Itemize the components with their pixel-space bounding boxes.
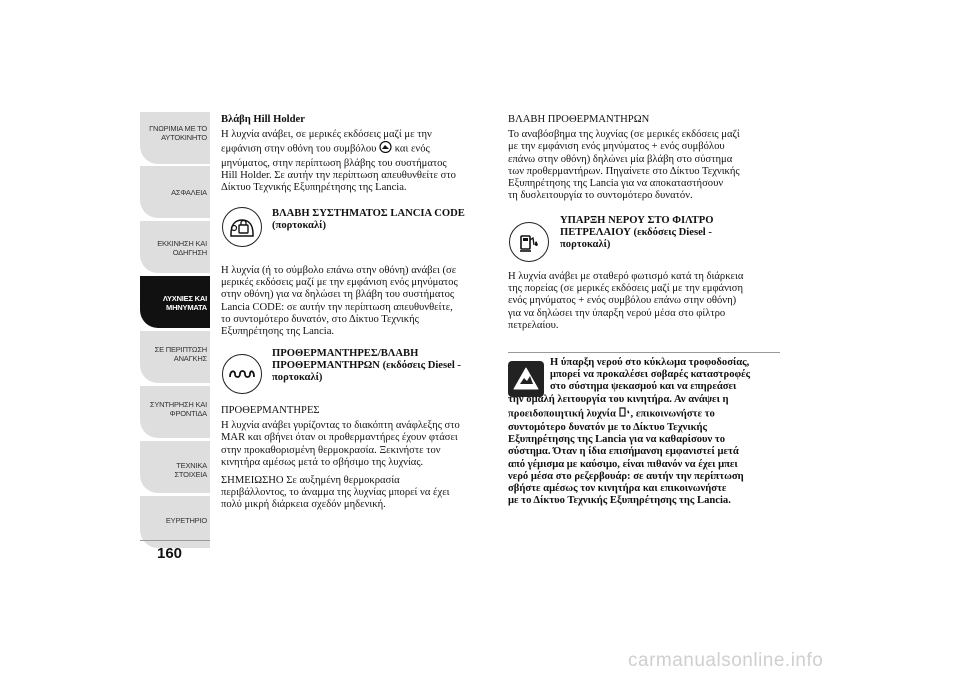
warning-line: συντομότερο δυνατόν με το Δίκτυο Τεχνικής [508, 422, 707, 434]
tab-safety[interactable] [140, 166, 210, 218]
left-column [221, 114, 496, 194]
hill-holder-text-1: Η λυχνία ανάβει, σε μερικές εκδόσεις μαζί με την [221, 129, 432, 141]
note-line: ΣΗΜΕΙΩΣΗΟ Σε αυξημένη θερμοκρασία [221, 475, 400, 487]
hill-holder-symbol-icon [379, 141, 392, 157]
glow-plug-heading: ΠΡΟΘΕΡΜΑΝΤΗΡΕΣ/ΒΛΑΒΗ ΠΡΟΘΕΡΜΑΝΤΗΡΩΝ (εκδόσεις Diesel - πορτοκαλί) [272, 348, 461, 384]
tab-label: ΤΕΧΝΙΚΑ ΣΤΟΙΧΕΙΑ [174, 461, 207, 479]
tab-label: ΑΥΤΟΚΙΝΗΤΟ [161, 133, 207, 142]
tab-label: ΜΗΝΥΜΑΤΑ [166, 303, 207, 312]
tab-lights-messages[interactable] [140, 276, 210, 328]
text-line: MAR και σβήνει όταν οι προθερμαντήρες έχουν φτάσει [221, 432, 458, 444]
warning-line: Εξυπηρέτησης της Lancia για να καθαρίσουν το [508, 434, 726, 446]
note-line: περιβάλλοντος, το άναμμα της λυχνίας μπορεί να έχει [221, 487, 450, 499]
text-line: πετρελαίου. [508, 319, 559, 331]
hill-holder-text-5: Δίκτυο Τεχνικής Εξυπηρέτησης της Lancia. [221, 182, 407, 194]
hill-holder-title: Βλάβη Hill Holder [221, 114, 305, 125]
tab-label: ΣΥΝΤΗΡΗΣΗ ΚΑΙ [149, 400, 207, 409]
hill-holder-text-4: Hill Holder. Σε αυτήν την περίπτωση απευθυνθείτε στο [221, 169, 456, 181]
hill-holder-text-3: μηνύματος, στην περίπτωση βλάβης του συστήματος [221, 157, 447, 169]
text-line: στην προκαθορισμένη θερμοκρασία. Ξεκινήστε τον [221, 444, 441, 456]
warning-line: σβήστε αμέσως τον κινητήρα και επικοινωνήστε [508, 483, 727, 495]
preheat-failure-title: ΒΛΑΒΗ ΠΡΟΘΕΡΜΑΝΤΗΡΩΝ [508, 114, 650, 125]
text-line: των προθερμαντήρων. Πηγαίνετε στο Δίκτυο Τεχνικής [508, 165, 740, 177]
tab-label: ΕΥΡΕΤΗΡΙΟ [165, 516, 207, 525]
lancia-code-warning-icon [222, 207, 262, 247]
lancia-code-heading: ΒΛΑΒΗ ΣΥΣΤΗΜΑΤΟΣ LANCIA CODE (πορτοκαλί) [272, 208, 465, 232]
note-line: πολύ μικρή διάρκεια σχεδόν μηδενική. [221, 499, 386, 511]
tab-label: ΑΣΦΑΛΕΙΑ [171, 188, 207, 197]
text-line: Το αναβόσβημα της λυχνίας (σε μερικές εκδόσεις μαζί [508, 129, 740, 141]
text-line: για να δηλώσει την ύπαρξη νερού μέσα στο φίλτρο [508, 307, 726, 319]
warning-box [508, 352, 780, 507]
watermark: carmanualsonline.info [628, 650, 824, 671]
tab-label: ΦΡΟΝΤΙΔΑ [169, 409, 207, 418]
warning-line: στο σύστημα ψεκασμού και να επηρεάσει [550, 381, 737, 393]
warning-line: με το Δίκτυο Τεχνικής Εξυπηρέτησης της Lancia. [508, 495, 731, 507]
tab-emergency[interactable] [140, 331, 210, 383]
preheat-title: ΠΡΟΘΕΡΜΑΝΤΗΡΕΣ [221, 405, 320, 416]
water-in-fuel-icon [509, 222, 549, 262]
text-line: Εξυπηρέτησης της Lancia για να αποκαταστήσουν [508, 178, 724, 190]
preheat-section [221, 405, 496, 512]
warning-line: σύστημα. Όταν η ίδια επισήμανση εμφανιστεί μετά [508, 446, 739, 458]
text-line: Η λυχνία ανάβει γυρίζοντας το διακόπτη ανάφλεξης στο [221, 420, 460, 432]
tab-starting-driving[interactable] [140, 221, 210, 273]
warning-line: μπορεί να προκαλέσει σοβαρές καταστροφές [550, 369, 751, 381]
text-line: Η λυχνία ανάβει με σταθερό φωτισμό κατά τη διάρκεια [508, 271, 744, 282]
warning-line: από γέμισμα με καύσιμο, είναι πιθανόν να έχει μπει [508, 458, 738, 470]
tab-technical-data[interactable] [140, 441, 210, 493]
text-line: Lancia CODE: σε αυτήν την περίπτωση απευθυνθείτε, [221, 301, 453, 313]
text-line: μερικές εκδόσεις μαζί με την εμφάνιση ενός μηνύματος [221, 277, 458, 289]
text-line: το συντομότερο δυνατόν, στο Δίκτυο Τεχνικής [221, 313, 419, 325]
warning-line: Η ύπαρξη νερού στο κύκλωμα τροφοδοσίας, [550, 357, 750, 368]
text-line: επάνω στην οθόνη) δηλώνει μία βλάβη στο σύστημα [508, 153, 733, 165]
page-number: 160 [157, 545, 183, 562]
tab-label: ΓΝΩΡΙΜΙΑ ΜΕ ΤΟ [149, 124, 207, 133]
tab-maintenance[interactable] [140, 386, 210, 438]
text-line: ενός μηνύματος + ενός συμβόλου επάνω στην οθόνη) [508, 295, 737, 307]
warning-line: την ομαλή λειτουργία του κινητήρα. Αν ανάψει η [508, 393, 729, 405]
text-line: Εξυπηρέτησης της Lancia. [221, 326, 335, 338]
text-line: τη δυσλειτουργία το συντομότερο δυνατόν. [508, 190, 693, 202]
right-column [508, 114, 783, 202]
water-in-fuel-text [508, 271, 783, 332]
page-divider [140, 540, 210, 541]
text-line: Η λυχνία (ή το σύμβολο επάνω στην οθόνη) ανάβει (σε [221, 265, 457, 276]
water-in-fuel-heading: ΥΠΑΡΞΗ ΝΕΡΟΥ ΣΤΟ ΦΙΛΤΡΟ ΠΕΤΡΕΛΑΙΟΥ (εκδόσεις Diesel - πορτοκαλί) [560, 215, 714, 251]
tab-label: ΟΔΗΓΗΣΗ [172, 248, 207, 257]
tab-label: ΕΚΚΙΝΗΣΗ ΚΑΙ [157, 239, 207, 248]
tab-getting-to-know[interactable] [140, 112, 210, 164]
tab-label: ΣΕ ΠΕΡΙΠΤΩΣΗ [154, 345, 207, 354]
tab-label: ΑΝΑΓΚΗΣ [173, 354, 207, 363]
water-in-fuel-inline-icon [619, 406, 631, 422]
warning-line: προειδοποιητική λυχνία , επικοινωνήστε το [508, 406, 780, 422]
text-line: στην οθόνη) για να δηλώσει τη βλάβη του συστήματος [221, 289, 455, 301]
tab-label: ΛΥΧΝΙΕΣ ΚΑΙ [162, 294, 207, 303]
warning-line: νερό μέσα στο ρεζερβουάρ: σε αυτήν την περίπτωση [508, 470, 744, 482]
hill-holder-text-2: εμφάνιση στην οθόνη του συμβόλου και ενός [221, 141, 496, 157]
text-line: της πορείας (σε μερικές εκδόσεις μαζί με την εμφάνιση [508, 283, 744, 295]
glow-plug-icon [222, 354, 262, 394]
lancia-code-text [221, 265, 496, 338]
text-line: κινητήρα αμέσως μετά το σβήσιμο της λυχνίας. [221, 456, 424, 468]
text-line: με την εμφάνιση ενός μηνύματος + ενός συμβόλου [508, 141, 725, 153]
